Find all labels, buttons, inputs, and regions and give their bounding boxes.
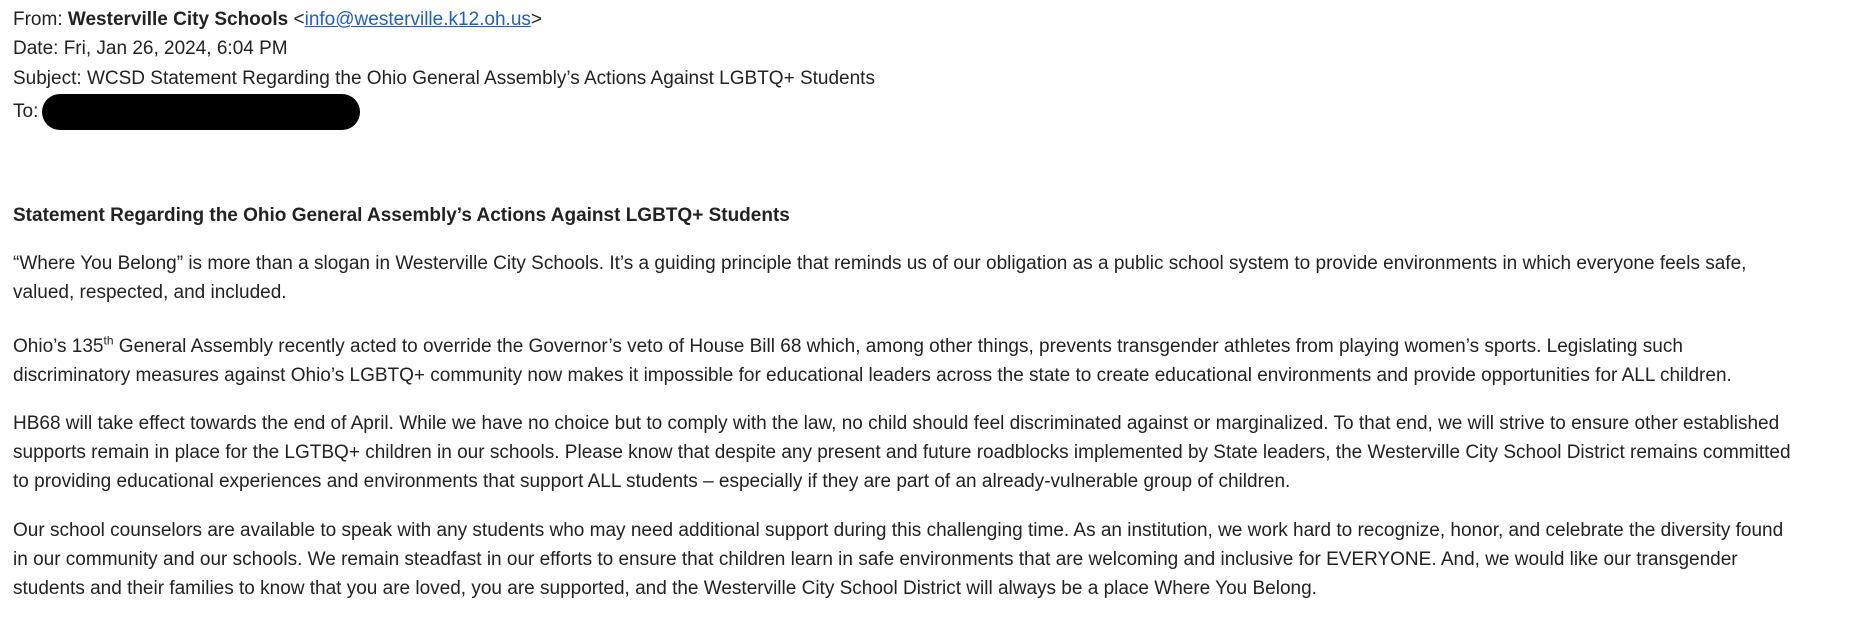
text: Ohio’s 135 xyxy=(13,336,104,357)
date-label: Date: xyxy=(13,38,59,59)
paragraph-line xyxy=(13,332,1732,361)
paragraph-line: supports remain in place for the LGTBQ+ children in our schools. Please know that despite any present and future roadblocks implemented by State leaders, the Westerville City School District remains committed xyxy=(13,442,1791,463)
paragraph-line: to providing educational experiences and environments that support ALL students – especially if they are part of an already-vulnerable group of children. xyxy=(13,471,1291,492)
subject-label: Subject: xyxy=(13,68,82,89)
from-line: From: Westerville City Schools <info@westerville.k12.oh.us> xyxy=(13,9,543,30)
from-label: From: xyxy=(13,9,63,30)
superscript: th xyxy=(103,333,114,348)
paragraph-2 xyxy=(13,332,1732,390)
date-value: Fri, Jan 26, 2024, 6:04 PM xyxy=(63,38,288,59)
paragraph-3 xyxy=(13,409,1791,496)
redacted-recipient xyxy=(42,94,360,130)
paragraph-line: valued, respected, and included. xyxy=(13,282,287,303)
text: General Assembly recently acted to override the Governor’s veto of House Bill 68 which, among other things, prevents transgender athletes from playing women’s sports. Legislating such xyxy=(113,336,1683,357)
statement-heading: Statement Regarding the Ohio General Assembly’s Actions Against LGBTQ+ Students xyxy=(13,205,790,226)
to-line xyxy=(13,94,360,130)
paragraph-line: in our community and our schools. We remain steadfast in our efforts to ensure that children learn in safe environments that are welcoming and inclusive for EVERYONE. And, we would like our transgender xyxy=(13,549,1738,570)
date-line xyxy=(13,34,288,63)
paragraph-line: Our school counselors are available to speak with any students who may need additional support during this challenging time. As an institution, we work hard to recognize, honor, and celebrate the diversity found xyxy=(13,520,1784,541)
paragraph-line: “Where You Belong” is more than a slogan in Westerville City Schools. It’s a guiding principle that reminds us of our obligation as a public school system to provide environments in which everyone feels safe, xyxy=(13,253,1747,274)
paragraph-1 xyxy=(13,249,1746,307)
subject-line xyxy=(13,64,875,93)
to-label: To: xyxy=(13,101,39,123)
subject-value: WCSD Statement Regarding the Ohio General Assembly’s Actions Against LGBTQ+ Students xyxy=(86,68,875,89)
sender-email-link[interactable]: info@westerville.k12.oh.us xyxy=(304,9,531,30)
paragraph-line: HB68 will take effect towards the end of April. While we have no choice but to comply with the law, no child should feel discriminated against or marginalized. To that end, we will strive to ensure other established xyxy=(13,413,1780,434)
paragraph-line: students and their families to know that you are loved, you are supported, and the Westerville City School District will always be a place Where You Belong. xyxy=(13,578,1317,599)
sender-name: Westerville City Schools xyxy=(67,9,289,30)
paragraph-line: discriminatory measures against Ohio’s LGBTQ+ community now makes it impossible for educational leaders across the state to create educational environments and provide opportunities for ALL children. xyxy=(13,365,1732,386)
paragraph-4 xyxy=(13,516,1783,603)
